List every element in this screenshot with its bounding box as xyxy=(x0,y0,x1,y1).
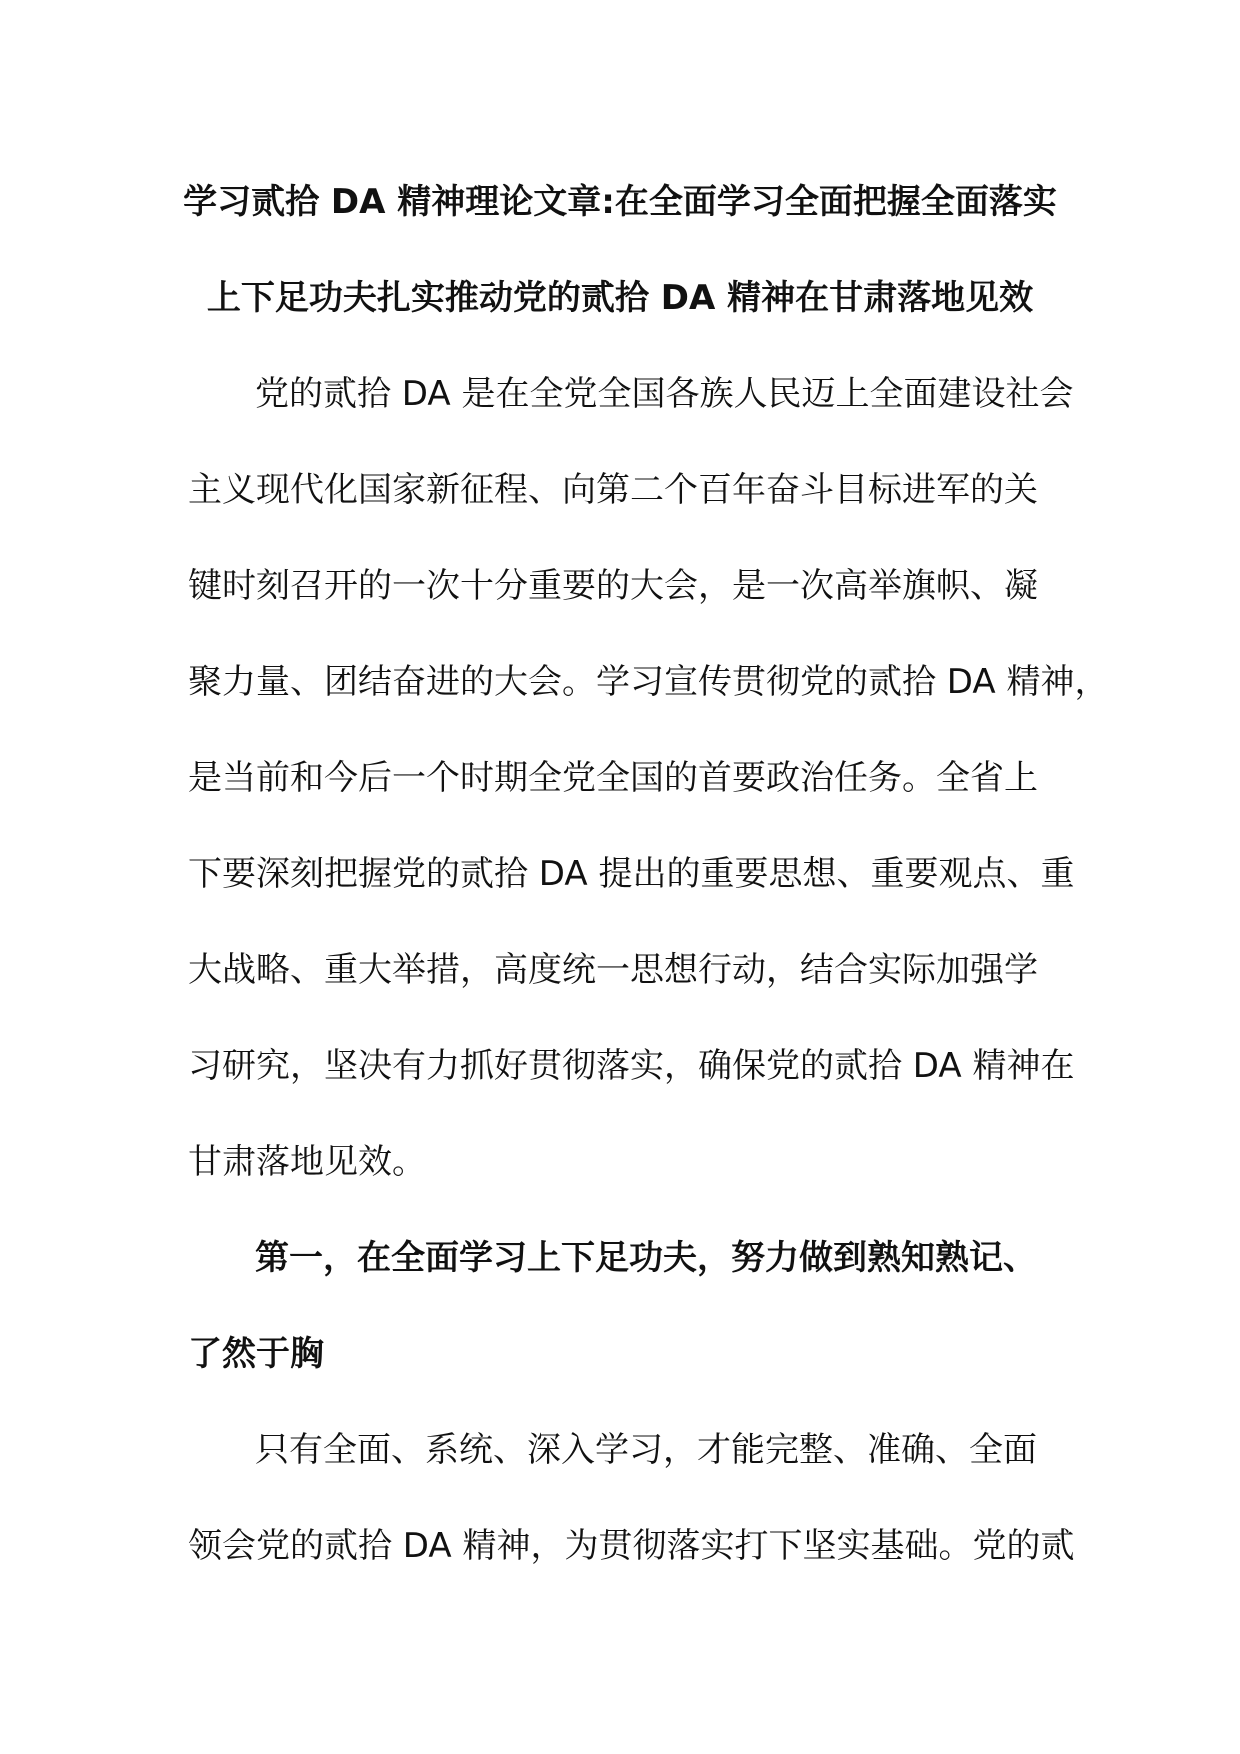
paragraph-2-line-1: 只有全面、系统、深入学习，才能完整、准确、全面 xyxy=(255,1430,1037,1470)
paragraph-1-line-3: 键时刻召开的一次十分重要的大会，是一次高举旗帜、凝 xyxy=(188,566,1038,606)
document-title-line-1: 学习贰拾 DA 精神理论文章:在全面学习全面把握全面落实 xyxy=(183,182,1057,222)
paragraph-1-line-5: 是当前和今后一个时期全党全国的首要政治任务。全省上 xyxy=(188,758,1038,798)
paragraph-1-line-9: 甘肃落地见效。 xyxy=(188,1142,426,1182)
paragraph-1-line-4: 聚力量、团结奋进的大会。学习宣传贯彻党的贰拾 DA 精神， xyxy=(188,662,1109,702)
paragraph-1-line-2: 主义现代化国家新征程、向第二个百年奋斗目标进军的关 xyxy=(188,470,1038,510)
section-heading-line-2: 了然于胸 xyxy=(188,1334,324,1374)
paragraph-1-line-6: 下要深刻把握党的贰拾 DA 提出的重要思想、重要观点、重 xyxy=(188,854,1075,894)
document-title-line-2: 上下足功夫扎实推动党的贰拾 DA 精神在甘肃落地见效 xyxy=(206,278,1034,318)
paragraph-2-line-2: 领会党的贰拾 DA 精神，为贯彻落实打下坚实基础。党的贰 xyxy=(188,1526,1075,1566)
paragraph-1-line-8: 习研究，坚决有力抓好贯彻落实，确保党的贰拾 DA 精神在 xyxy=(188,1046,1075,1086)
paragraph-1-line-7: 大战略、重大举措，高度统一思想行动，结合实际加强学 xyxy=(188,950,1038,990)
section-heading-line-1: 第一，在全面学习上下足功夫，努力做到熟知熟记、 xyxy=(255,1238,1037,1278)
paragraph-1-line-1: 党的贰拾 DA 是在全党全国各族人民迈上全面建设社会 xyxy=(255,374,1074,414)
